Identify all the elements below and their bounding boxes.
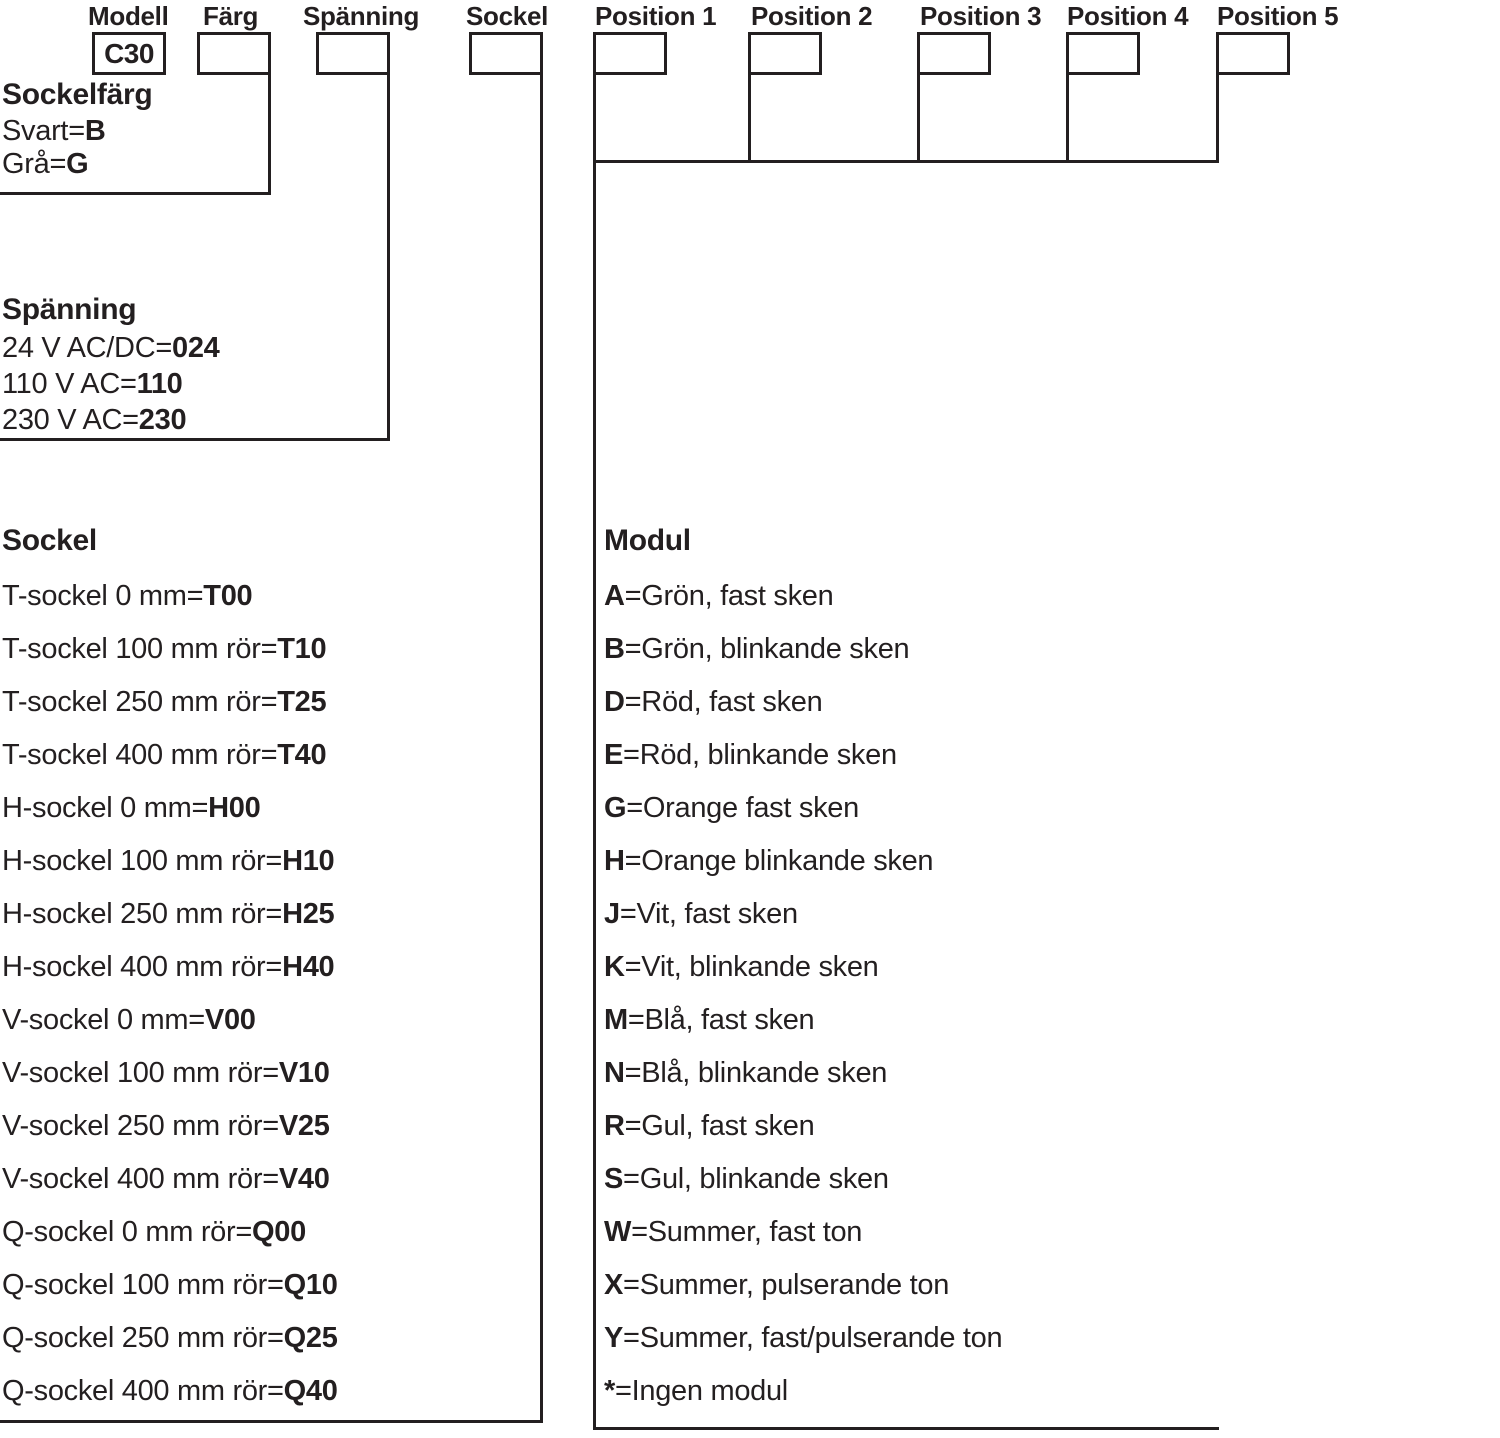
legend-row: E=Röd, blinkande sken	[604, 739, 897, 771]
legend-code: H	[604, 845, 625, 877]
legend-row: T-sockel 400 mm rör=T40	[2, 739, 327, 771]
legend-label: 24 V AC/DC	[2, 332, 156, 364]
legend-label: Summer, pulserande ton	[639, 1269, 950, 1301]
connector-position4-stub	[1066, 74, 1069, 163]
legend-label: Q-sockel 250 mm rör	[2, 1322, 268, 1354]
connector-position1-modul-vertical	[593, 74, 596, 1427]
legend-code: T40	[277, 739, 327, 771]
column-label-position-1: Position 1	[595, 1, 717, 31]
column-label-position-3: Position 3	[920, 1, 1042, 31]
legend-code: G	[66, 148, 89, 180]
code-box-sp-nning	[316, 32, 390, 75]
legend-label: Grön, blinkande sken	[641, 633, 910, 665]
legend-code: T00	[203, 580, 253, 612]
legend-code: Q00	[252, 1216, 306, 1248]
legend-label: V-sockel 100 mm rör	[2, 1057, 263, 1089]
legend-label: Q-sockel 0 mm rör	[2, 1216, 236, 1248]
connector-sockel-horizontal	[0, 1420, 543, 1423]
code-box-modell	[92, 32, 166, 75]
connector-position3-stub	[917, 74, 920, 163]
legend-row: 24 V AC/DC=024	[2, 332, 220, 364]
legend-row: R=Gul, fast sken	[604, 1110, 815, 1142]
legend-label: V-sockel 0 mm	[2, 1004, 189, 1036]
legend-row: H-sockel 0 mm=H00	[2, 792, 261, 824]
legend-row: H-sockel 100 mm rör=H10	[2, 845, 335, 877]
column-label-modell: Modell	[88, 1, 169, 31]
connector-spanning-horizontal	[0, 438, 390, 441]
legend-row: X=Summer, pulserande ton	[604, 1269, 950, 1301]
connector-farg-vertical	[268, 74, 271, 192]
code-box-value-modell: C30	[104, 37, 154, 69]
legend-label: Summer, fast/pulserande ton	[639, 1322, 1003, 1354]
legend-label: Vit, fast sken	[636, 898, 798, 930]
legend-code: V10	[278, 1057, 330, 1089]
legend-row: T-sockel 100 mm rör=T10	[2, 633, 327, 665]
legend-code: V00	[204, 1004, 256, 1036]
legend-row: S=Gul, blinkande sken	[604, 1163, 889, 1195]
legend-code: B	[84, 115, 106, 147]
legend-row: V-sockel 400 mm rör=V40	[2, 1163, 330, 1195]
legend-label: T-sockel 400 mm rör	[2, 739, 261, 771]
legend-label: Grå	[2, 148, 50, 180]
legend-row: V-sockel 100 mm rör=V10	[2, 1057, 330, 1089]
legend-row: B=Grön, blinkande sken	[604, 633, 910, 665]
sockelfarg-legend-title: Sockelfärg	[2, 78, 153, 111]
legend-label: Grön, fast sken	[641, 580, 834, 612]
legend-row: H-sockel 250 mm rör=H25	[2, 898, 335, 930]
legend-label: 230 V AC	[2, 404, 123, 436]
legend-row: 110 V AC=110	[2, 368, 183, 400]
code-box-f-rg	[197, 32, 271, 75]
code-box-position-4	[1066, 32, 1140, 75]
legend-label: H-sockel 400 mm rör	[2, 951, 266, 983]
legend-row: V-sockel 0 mm=V00	[2, 1004, 256, 1036]
legend-code: K	[604, 951, 625, 983]
legend-label: Svart	[2, 115, 69, 147]
legend-code: T25	[277, 686, 327, 718]
connector-spanning-vertical	[387, 74, 390, 438]
legend-row: H-sockel 400 mm rör=H40	[2, 951, 335, 983]
legend-code: H10	[282, 845, 335, 877]
legend-code: M	[604, 1004, 628, 1036]
legend-row: T-sockel 250 mm rör=T25	[2, 686, 327, 718]
legend-row: Q-sockel 250 mm rör=Q25	[2, 1322, 338, 1354]
legend-row: Q-sockel 400 mm rör=Q40	[2, 1375, 338, 1407]
legend-label: 110 V AC	[2, 368, 120, 400]
legend-row: K=Vit, blinkande sken	[604, 951, 879, 983]
modul-legend-list	[604, 570, 1002, 1418]
code-box-sockel	[469, 32, 543, 75]
legend-code: H00	[208, 792, 261, 824]
legend-label: Orange blinkande sken	[641, 845, 934, 877]
legend-row: N=Blå, blinkande sken	[604, 1057, 888, 1089]
legend-label: Gul, fast sken	[641, 1110, 815, 1142]
column-label-sockel: Sockel	[466, 1, 549, 31]
column-label-position-2: Position 2	[751, 1, 873, 31]
legend-row: D=Röd, fast sken	[604, 686, 823, 718]
legend-label: H-sockel 250 mm rör	[2, 898, 266, 930]
legend-label: T-sockel 0 mm	[2, 580, 187, 612]
legend-code: Q10	[283, 1269, 338, 1301]
column-label-f-rg: Färg	[203, 1, 259, 31]
legend-code: W	[604, 1216, 632, 1248]
legend-row: Q-sockel 0 mm rör=Q00	[2, 1216, 306, 1248]
legend-code: V25	[278, 1110, 330, 1142]
legend-row: A=Grön, fast sken	[604, 580, 834, 612]
legend-code: H40	[282, 951, 335, 983]
legend-code: S	[604, 1163, 624, 1195]
legend-label: Q-sockel 400 mm rör	[2, 1375, 268, 1407]
legend-row: J=Vit, fast sken	[604, 898, 798, 930]
modul-legend-title: Modul	[604, 524, 691, 557]
legend-code: *	[604, 1375, 615, 1407]
legend-code: X	[604, 1269, 624, 1301]
connector-sockel-vertical	[540, 74, 543, 1420]
legend-row: Grå=G	[2, 148, 89, 180]
sockel-legend-list	[2, 570, 338, 1418]
legend-code: V40	[278, 1163, 330, 1195]
legend-code: J	[604, 898, 620, 930]
legend-code: 024	[171, 332, 220, 364]
legend-label: Röd, blinkande sken	[639, 739, 897, 771]
legend-code: Q25	[283, 1322, 338, 1354]
legend-code: 230	[138, 404, 187, 436]
column-label-position-4: Position 4	[1067, 1, 1189, 31]
connector-positions-bus	[593, 160, 1219, 163]
legend-code: E	[604, 739, 624, 771]
legend-row: Y=Summer, fast/pulserande ton	[604, 1322, 1003, 1354]
legend-code: 110	[136, 368, 183, 400]
legend-label: Gul, blinkande sken	[639, 1163, 889, 1195]
legend-code: R	[604, 1110, 625, 1142]
legend-row: M=Blå, fast sken	[604, 1004, 815, 1036]
legend-code: Y	[604, 1322, 624, 1354]
legend-label: Q-sockel 100 mm rör	[2, 1269, 268, 1301]
sockelfarg-legend-list	[2, 115, 105, 181]
legend-row: Q-sockel 100 mm rör=Q10	[2, 1269, 338, 1301]
legend-code: H25	[282, 898, 335, 930]
connector-farg-horizontal	[0, 192, 271, 195]
legend-code: N	[604, 1057, 625, 1089]
legend-label: T-sockel 250 mm rör	[2, 686, 261, 718]
legend-row: W=Summer, fast ton	[604, 1216, 863, 1248]
legend-row: *=Ingen modul	[604, 1375, 788, 1407]
spanning-legend-title: Spänning	[2, 293, 137, 326]
code-box-position-3	[917, 32, 991, 75]
legend-code: G	[604, 792, 627, 824]
legend-code: Q40	[283, 1375, 338, 1407]
legend-label: V-sockel 400 mm rör	[2, 1163, 263, 1195]
legend-label: Orange fast sken	[642, 792, 859, 824]
legend-code: B	[604, 633, 625, 665]
sockel-legend-title: Sockel	[2, 524, 97, 557]
legend-code: D	[604, 686, 625, 718]
legend-row: Svart=B	[2, 115, 106, 147]
column-label-sp-nning: Spänning	[303, 1, 420, 31]
legend-label: V-sockel 250 mm rör	[2, 1110, 263, 1142]
connector-modul-bottom	[593, 1427, 1219, 1430]
legend-label: Blå, blinkande sken	[641, 1057, 888, 1089]
code-box-position-1	[593, 32, 667, 75]
legend-code: A	[604, 580, 625, 612]
legend-label: Vit, blinkande sken	[641, 951, 879, 983]
legend-label: Summer, fast ton	[647, 1216, 863, 1248]
connector-position2-stub	[748, 74, 751, 163]
spanning-legend-list	[2, 330, 219, 438]
code-box-position-2	[748, 32, 822, 75]
legend-row: V-sockel 250 mm rör=V25	[2, 1110, 330, 1142]
connector-position5-stub	[1216, 74, 1219, 163]
legend-row: T-sockel 0 mm=T00	[2, 580, 253, 612]
legend-label: Ingen modul	[631, 1375, 788, 1407]
legend-row: 230 V AC=230	[2, 404, 187, 436]
legend-label: T-sockel 100 mm rör	[2, 633, 261, 665]
legend-code: T10	[277, 633, 327, 665]
code-box-position-5	[1216, 32, 1290, 75]
legend-label: H-sockel 0 mm	[2, 792, 192, 824]
legend-label: Röd, fast sken	[641, 686, 823, 718]
column-label-position-5: Position 5	[1217, 1, 1339, 31]
legend-row: H=Orange blinkande sken	[604, 845, 934, 877]
legend-row: G=Orange fast sken	[604, 792, 859, 824]
legend-label: Blå, fast sken	[644, 1004, 815, 1036]
legend-label: H-sockel 100 mm rör	[2, 845, 266, 877]
